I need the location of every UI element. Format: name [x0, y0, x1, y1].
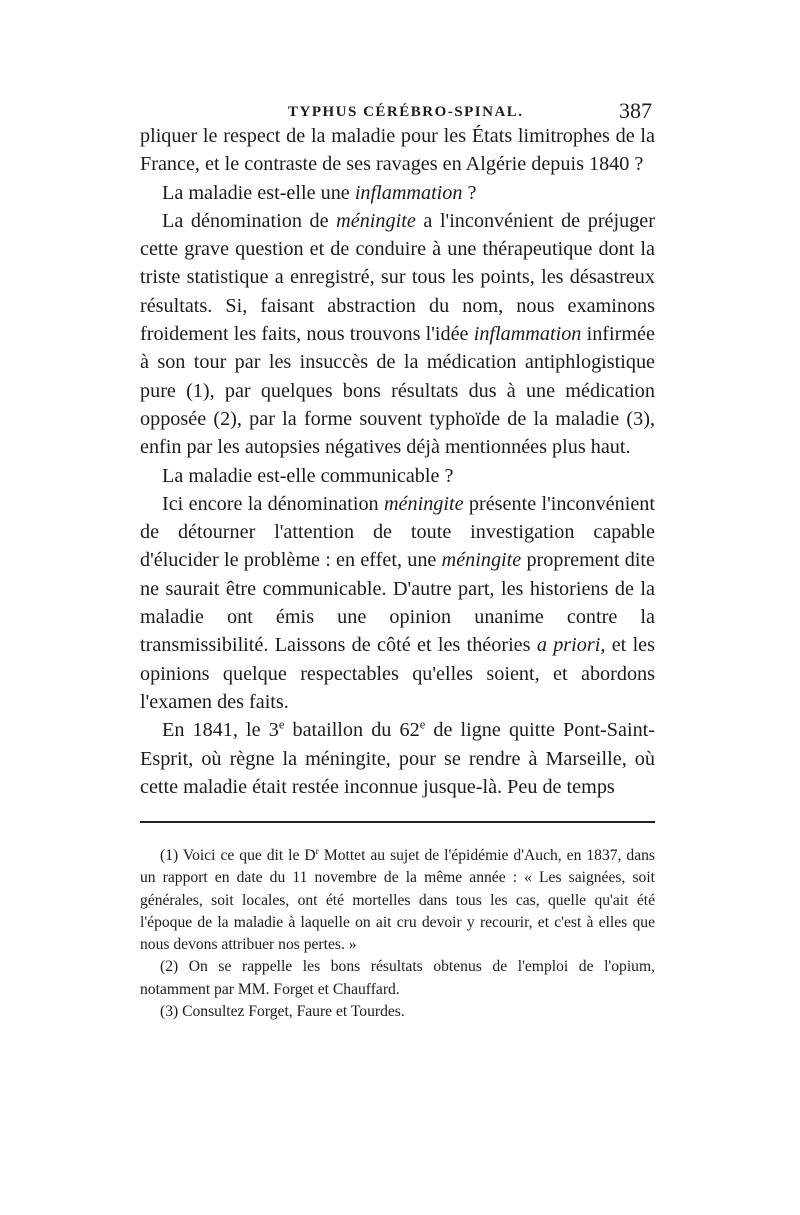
- text-run: présente l'inconvénient de détourner l'attention de toute investigation capable d'élucider le problème : en effet, une: [140, 492, 655, 572]
- superscript: r: [315, 845, 319, 857]
- text-run: La maladie est-elle une: [162, 181, 355, 204]
- superscript: e: [419, 717, 426, 732]
- italic-term: a priori: [536, 634, 601, 657]
- italic-term: méningite: [441, 549, 522, 572]
- italic-term: inflammation: [473, 323, 582, 346]
- text-run: La dénomination de: [162, 209, 337, 232]
- page-number: 387: [619, 98, 652, 123]
- footnote: [140, 956, 655, 1001]
- body-text: [140, 122, 655, 801]
- paragraph: [140, 179, 655, 207]
- text-run: , et les opinions quelque respectables qu'elles soient, et abordons l'examen des faits.: [140, 634, 656, 713]
- footnotes: [140, 845, 655, 1023]
- italic-term: inflammation: [354, 181, 463, 204]
- text-run: Ici encore la dénomination: [162, 492, 384, 515]
- text-run: En 1841, le 3: [162, 719, 279, 742]
- paragraph: [140, 716, 655, 801]
- footnote: [140, 1001, 655, 1023]
- text-run: proprement dite ne saurait être communicable. D'autre part, les historiens de la maladie ont émis une opinion unanime contre la transmissibilité. Laissons de côté et les théories: [140, 549, 655, 657]
- text-run: Mottet au sujet de l'épidémie d'Auch, en 1837, dans un rapport en date du 11 novembre de la même année : « Les saignées, soit générales, soit locales, ont été mortelles dans tous les cas, quelle qu'ait été l'époque de la maladie à laquelle on ait cru devoir y recourir, et c'est à elles que nous devons attribuer nos pertes. »: [140, 847, 655, 954]
- text-run: (1) Voici ce que dit le D: [160, 847, 316, 864]
- running-title: TYPHUS CÉRÉBRO-SPINAL.: [288, 104, 524, 120]
- text-run: infirmée à son tour par les insuccès de la médication antiphlogistique pure (1), par quelques bons résultats dus à une médication opposée (2), par la forme souvent typhoïde de la maladie (3), enfin par les autopsies négatives déjà mentionnées plus haut.: [140, 323, 655, 459]
- text-run: a l'inconvénient de préjuger cette grave question et de conduire à une thérapeutique dont la triste statistique a enregistré, sur tous les points, les désastreux résultats. Si, faisant abstraction du nom, nous examinons froidement les faits, nous trouvons l'idée: [140, 209, 655, 346]
- footnote-rule: [140, 821, 655, 823]
- text-run: ?: [462, 181, 477, 204]
- text-run: La maladie est-elle communicable ?: [162, 464, 454, 487]
- text-run: (2) On se rappelle les bons résultats obtenus de l'emploi de l'opium, notamment par MM. Forget et Chauffard.: [140, 958, 655, 998]
- text-run: de ligne quitte Pont-Saint-Esprit, où règne la méningite, pour se rendre à Marseille, où cette maladie était restée inconnue jusque-là. Peu de temps: [140, 719, 655, 798]
- paragraph: [140, 462, 655, 490]
- paragraph: [140, 490, 655, 716]
- superscript: e: [278, 717, 285, 732]
- text-run: pliquer le respect de la maladie pour les États limitrophes de la France, et le contraste de ses ravages en Algérie depuis 1840 ?: [140, 125, 655, 176]
- footnote: [140, 845, 655, 956]
- text-run: (3) Consultez Forget, Faure et Tourdes.: [160, 1003, 405, 1021]
- text-run: bataillon du 62: [284, 719, 420, 742]
- paragraph: [140, 207, 655, 462]
- paragraph: [140, 122, 655, 179]
- italic-term: méningite: [336, 209, 416, 232]
- italic-term: méningite: [383, 492, 464, 515]
